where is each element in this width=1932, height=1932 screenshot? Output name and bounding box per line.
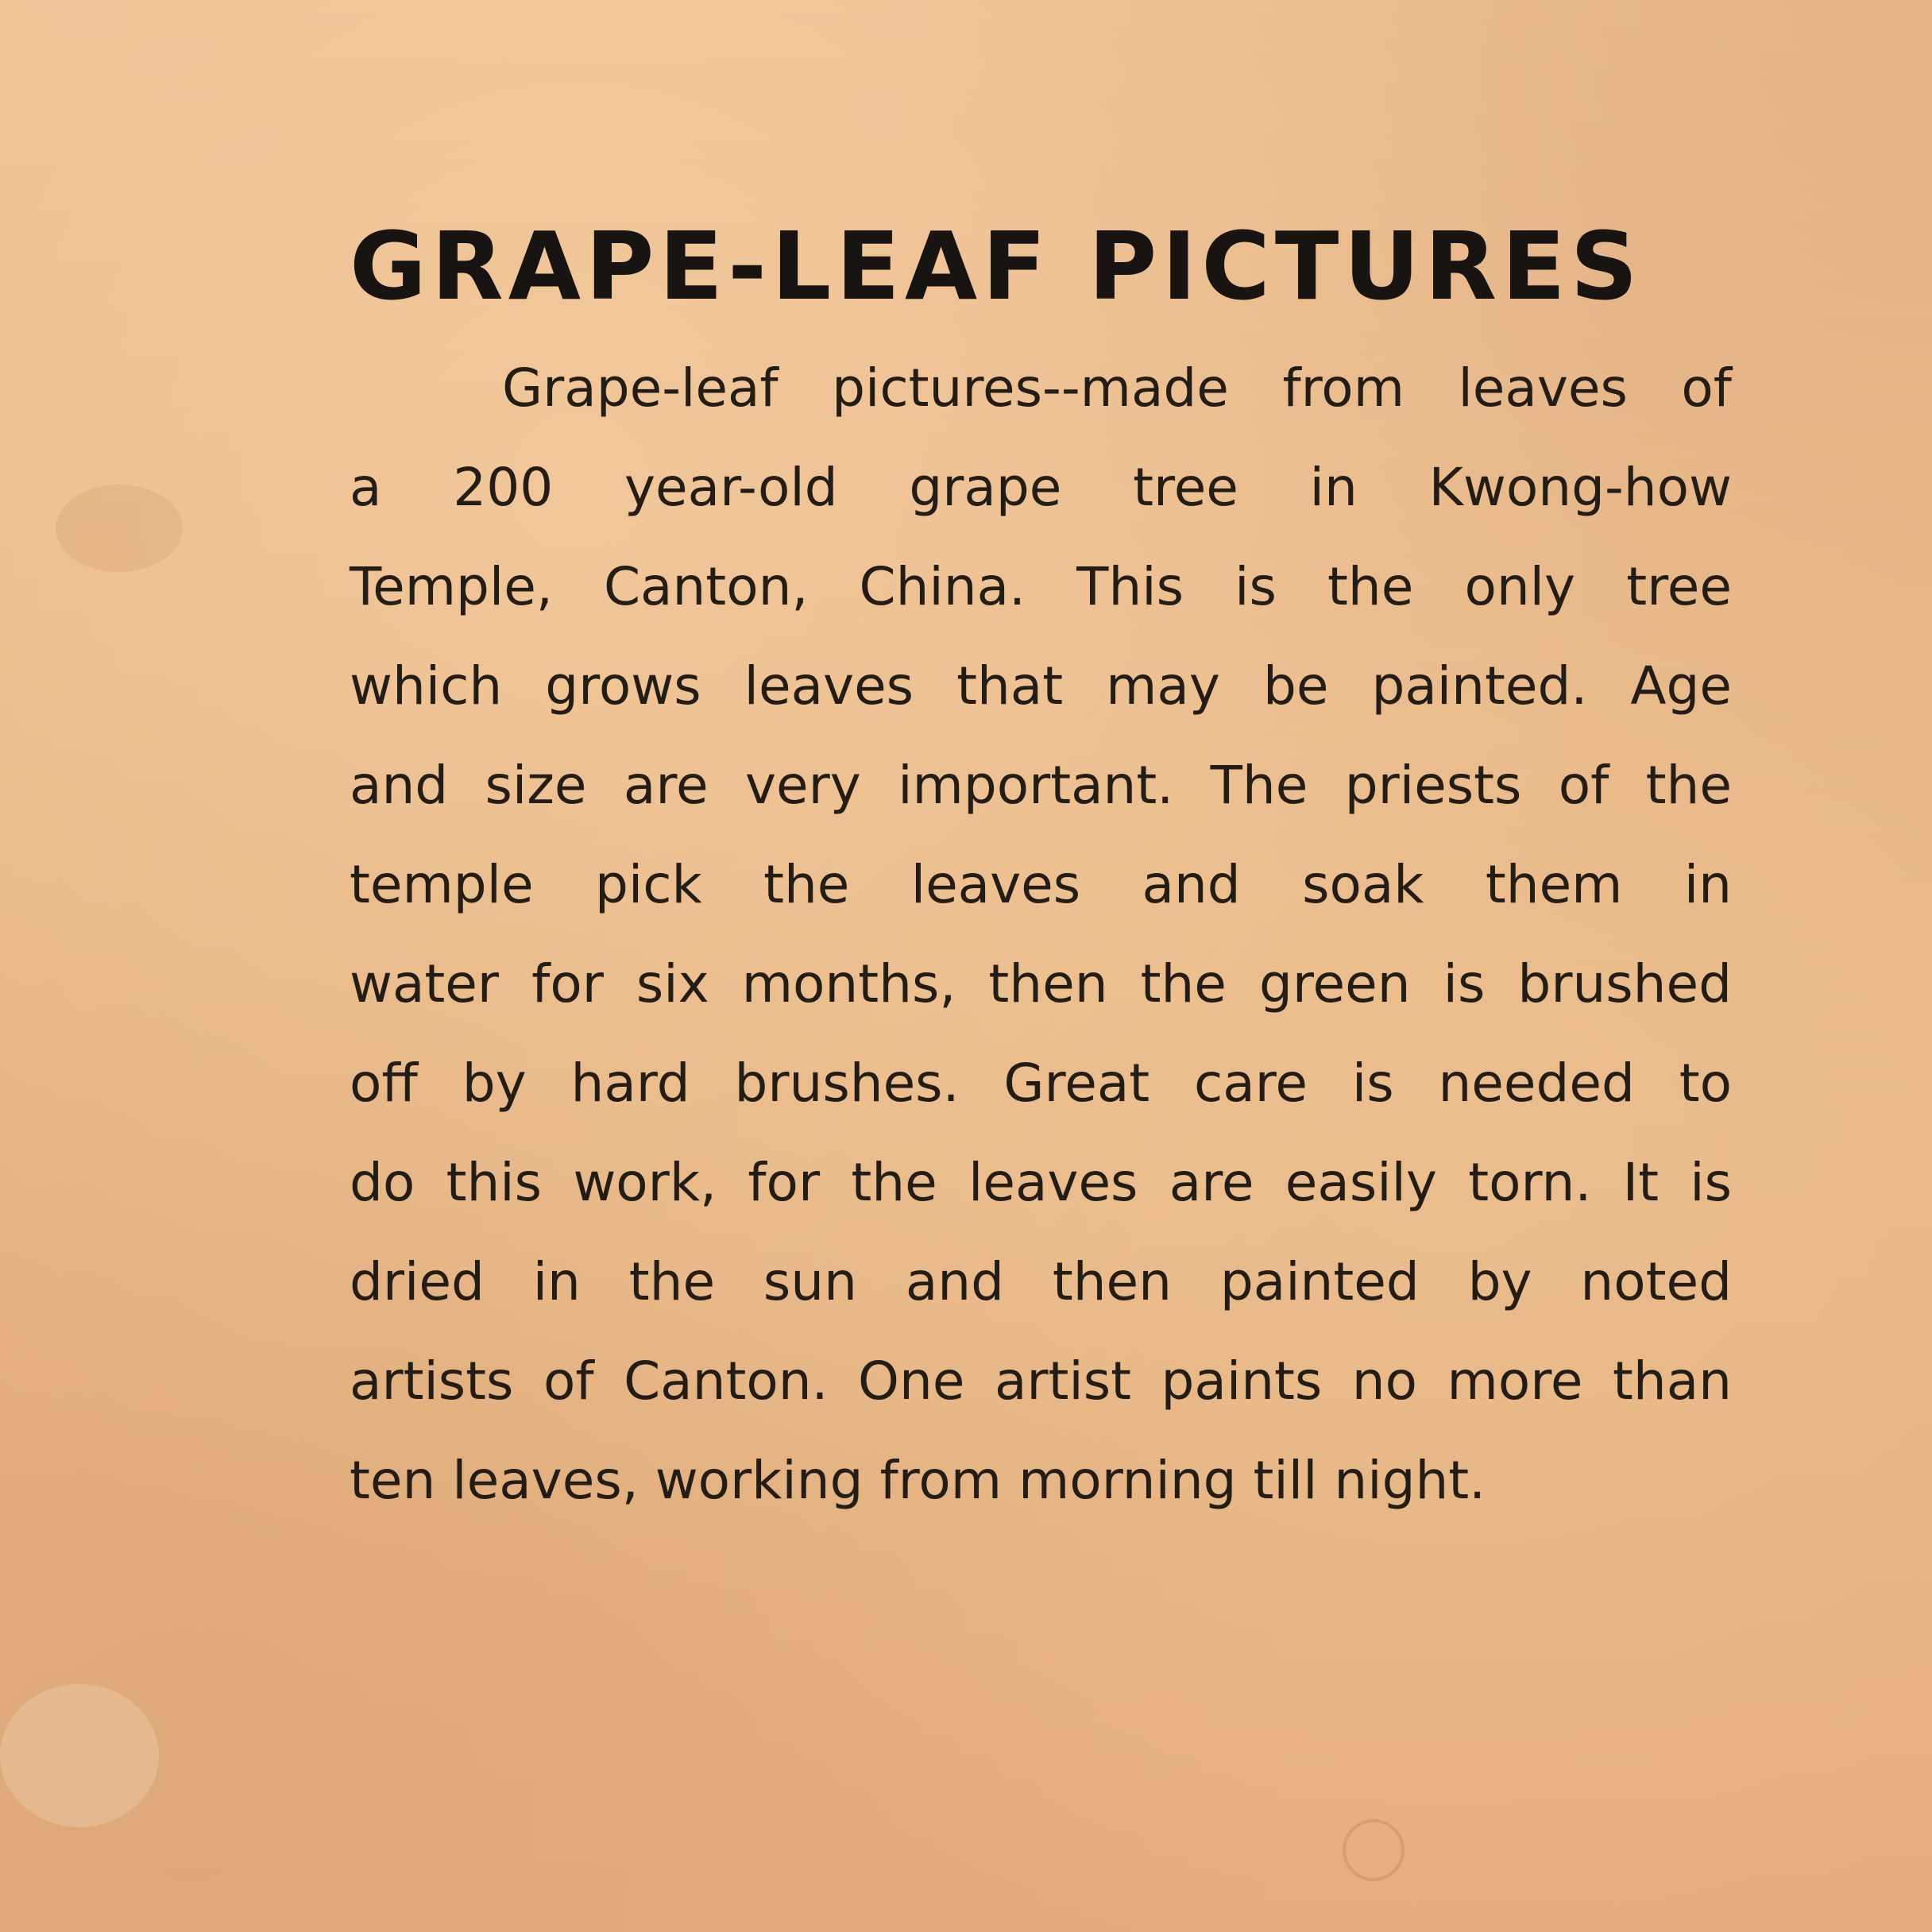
paragraph-line: Grape-leaf pictures--made from leaves of [502,357,1732,419]
paper-stain-ring [1343,1819,1405,1881]
paragraph-line: temple pick the leaves and soak them in [350,854,1732,915]
paragraph-line: do this work, for the leaves are easily torn. It is [350,1152,1732,1213]
paragraph-line: and size are very important. The priests of the [350,755,1732,816]
body-paragraph [350,338,1732,1530]
paragraph-line: ten leaves, working from morning till night. [350,1450,1486,1511]
paragraph-line: a 200 year-old grape tree in Kwong-how [350,457,1732,518]
document-title: GRAPE-LEAF PICTURES [350,211,1643,321]
document-page [350,199,1748,1530]
paragraph-line: dried in the sun and then painted by noted [350,1251,1732,1312]
paragraph-line: Temple, Canton, China. This is the only tree [350,556,1732,617]
paragraph-line: water for six months, then the green is brushed [350,953,1732,1014]
paragraph-line: artists of Canton. One artist paints no more than [350,1350,1732,1412]
paragraph-line: off by hard brushes. Great care is needed to [350,1053,1732,1114]
paragraph-line: which grows leaves that may be painted. Age [350,655,1732,717]
paper-fade [0,1684,159,1827]
paper-stain [56,485,183,572]
